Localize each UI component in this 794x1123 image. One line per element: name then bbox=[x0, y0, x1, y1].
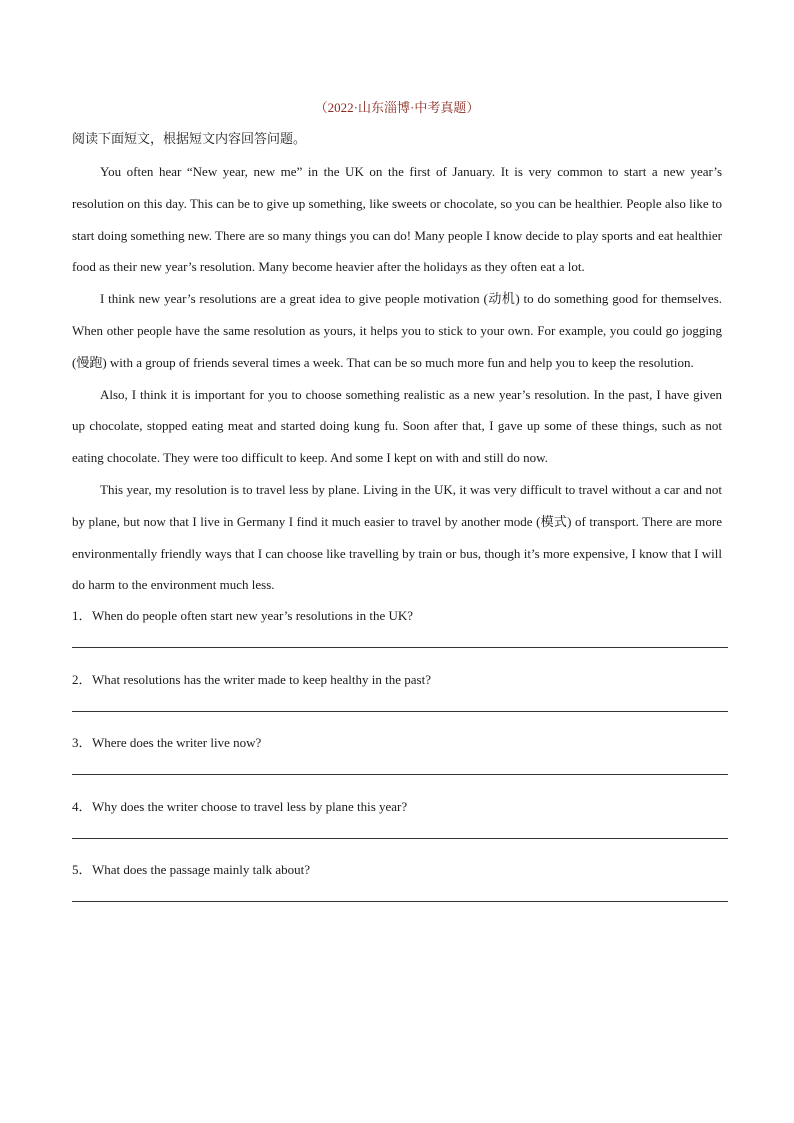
question-item bbox=[72, 603, 722, 667]
instruction-text: 阅读下面短文，根据短文内容回答问题。 bbox=[72, 131, 307, 146]
source-title: （2022·山东淄博·中考真题） bbox=[314, 100, 480, 115]
question-text bbox=[72, 857, 722, 881]
passage-paragraph-1: You often hear “New year, new me” in the UK on the first of January. It is very common to start a new year’s resolution on this day. This can be to give up something, like sweets or chocolate, so you can be healthier. People also like to start doing something new. There are so many things you can do! Many people I know decide to play sports and eat healthier food as their new year’s resolution. Many become heavier after the holidays as they often eat a lot. bbox=[72, 164, 722, 275]
question-item bbox=[72, 730, 722, 794]
question-prompt: Why does the writer choose to travel less by plane this year? bbox=[92, 798, 408, 814]
question-text bbox=[72, 794, 722, 818]
passage-paragraph-2: I think new year’s resolutions are a great idea to give people motivation (动机) to do something good for themselves. When other people have the same resolution as yours, it helps you to stick to your own. For example, you could go jogging (慢跑) with a group of friends several times a week. That can be so much more fun and help you to keep the resolution. bbox=[72, 291, 722, 370]
answer-line[interactable] bbox=[72, 901, 728, 902]
question-item bbox=[72, 667, 722, 731]
question-number: 4． bbox=[72, 798, 92, 814]
answer-line[interactable] bbox=[72, 711, 728, 712]
question-prompt: When do people often start new year’s resolutions in the UK? bbox=[92, 608, 414, 624]
passage-paragraph-3: Also, I think it is important for you to choose something realistic as a new year’s resolution. In the past, I have given up chocolate, stopped eating meat and started doing kung fu. Soon after that, I gave up some of these things, such as not eating chocolate. They were too difficult to keep. And some I kept on with and still do now. bbox=[72, 386, 722, 466]
question-prompt: What resolutions has the writer made to keep healthy in the past? bbox=[92, 671, 431, 687]
question-number: 3． bbox=[72, 735, 92, 751]
reading-passage bbox=[72, 156, 722, 601]
question-item bbox=[72, 794, 722, 858]
question-prompt: Where does the writer live now? bbox=[92, 735, 262, 751]
answer-line[interactable] bbox=[72, 838, 728, 839]
question-number: 5． bbox=[72, 862, 92, 878]
answer-line[interactable] bbox=[72, 774, 728, 775]
question-list bbox=[72, 603, 722, 921]
question-prompt: What does the passage mainly talk about? bbox=[92, 862, 311, 878]
document-page bbox=[72, 96, 722, 921]
question-number: 2． bbox=[72, 671, 92, 687]
passage-paragraph-4: This year, my resolution is to travel less by plane. Living in the UK, it was very difficult to travel without a car and not by plane, but now that I live in Germany I find it much easier to travel by another mode (模式) of transport. There are more environmentally friendly ways that I can choose like travelling by train or bus, though it’s more expensive, I know that I will do harm to the environment much less. bbox=[72, 481, 722, 593]
answer-line[interactable] bbox=[72, 647, 728, 648]
question-number: 1． bbox=[72, 608, 92, 624]
question-text bbox=[72, 730, 722, 754]
question-text bbox=[72, 667, 722, 691]
question-text bbox=[72, 603, 722, 627]
question-item bbox=[72, 857, 722, 921]
